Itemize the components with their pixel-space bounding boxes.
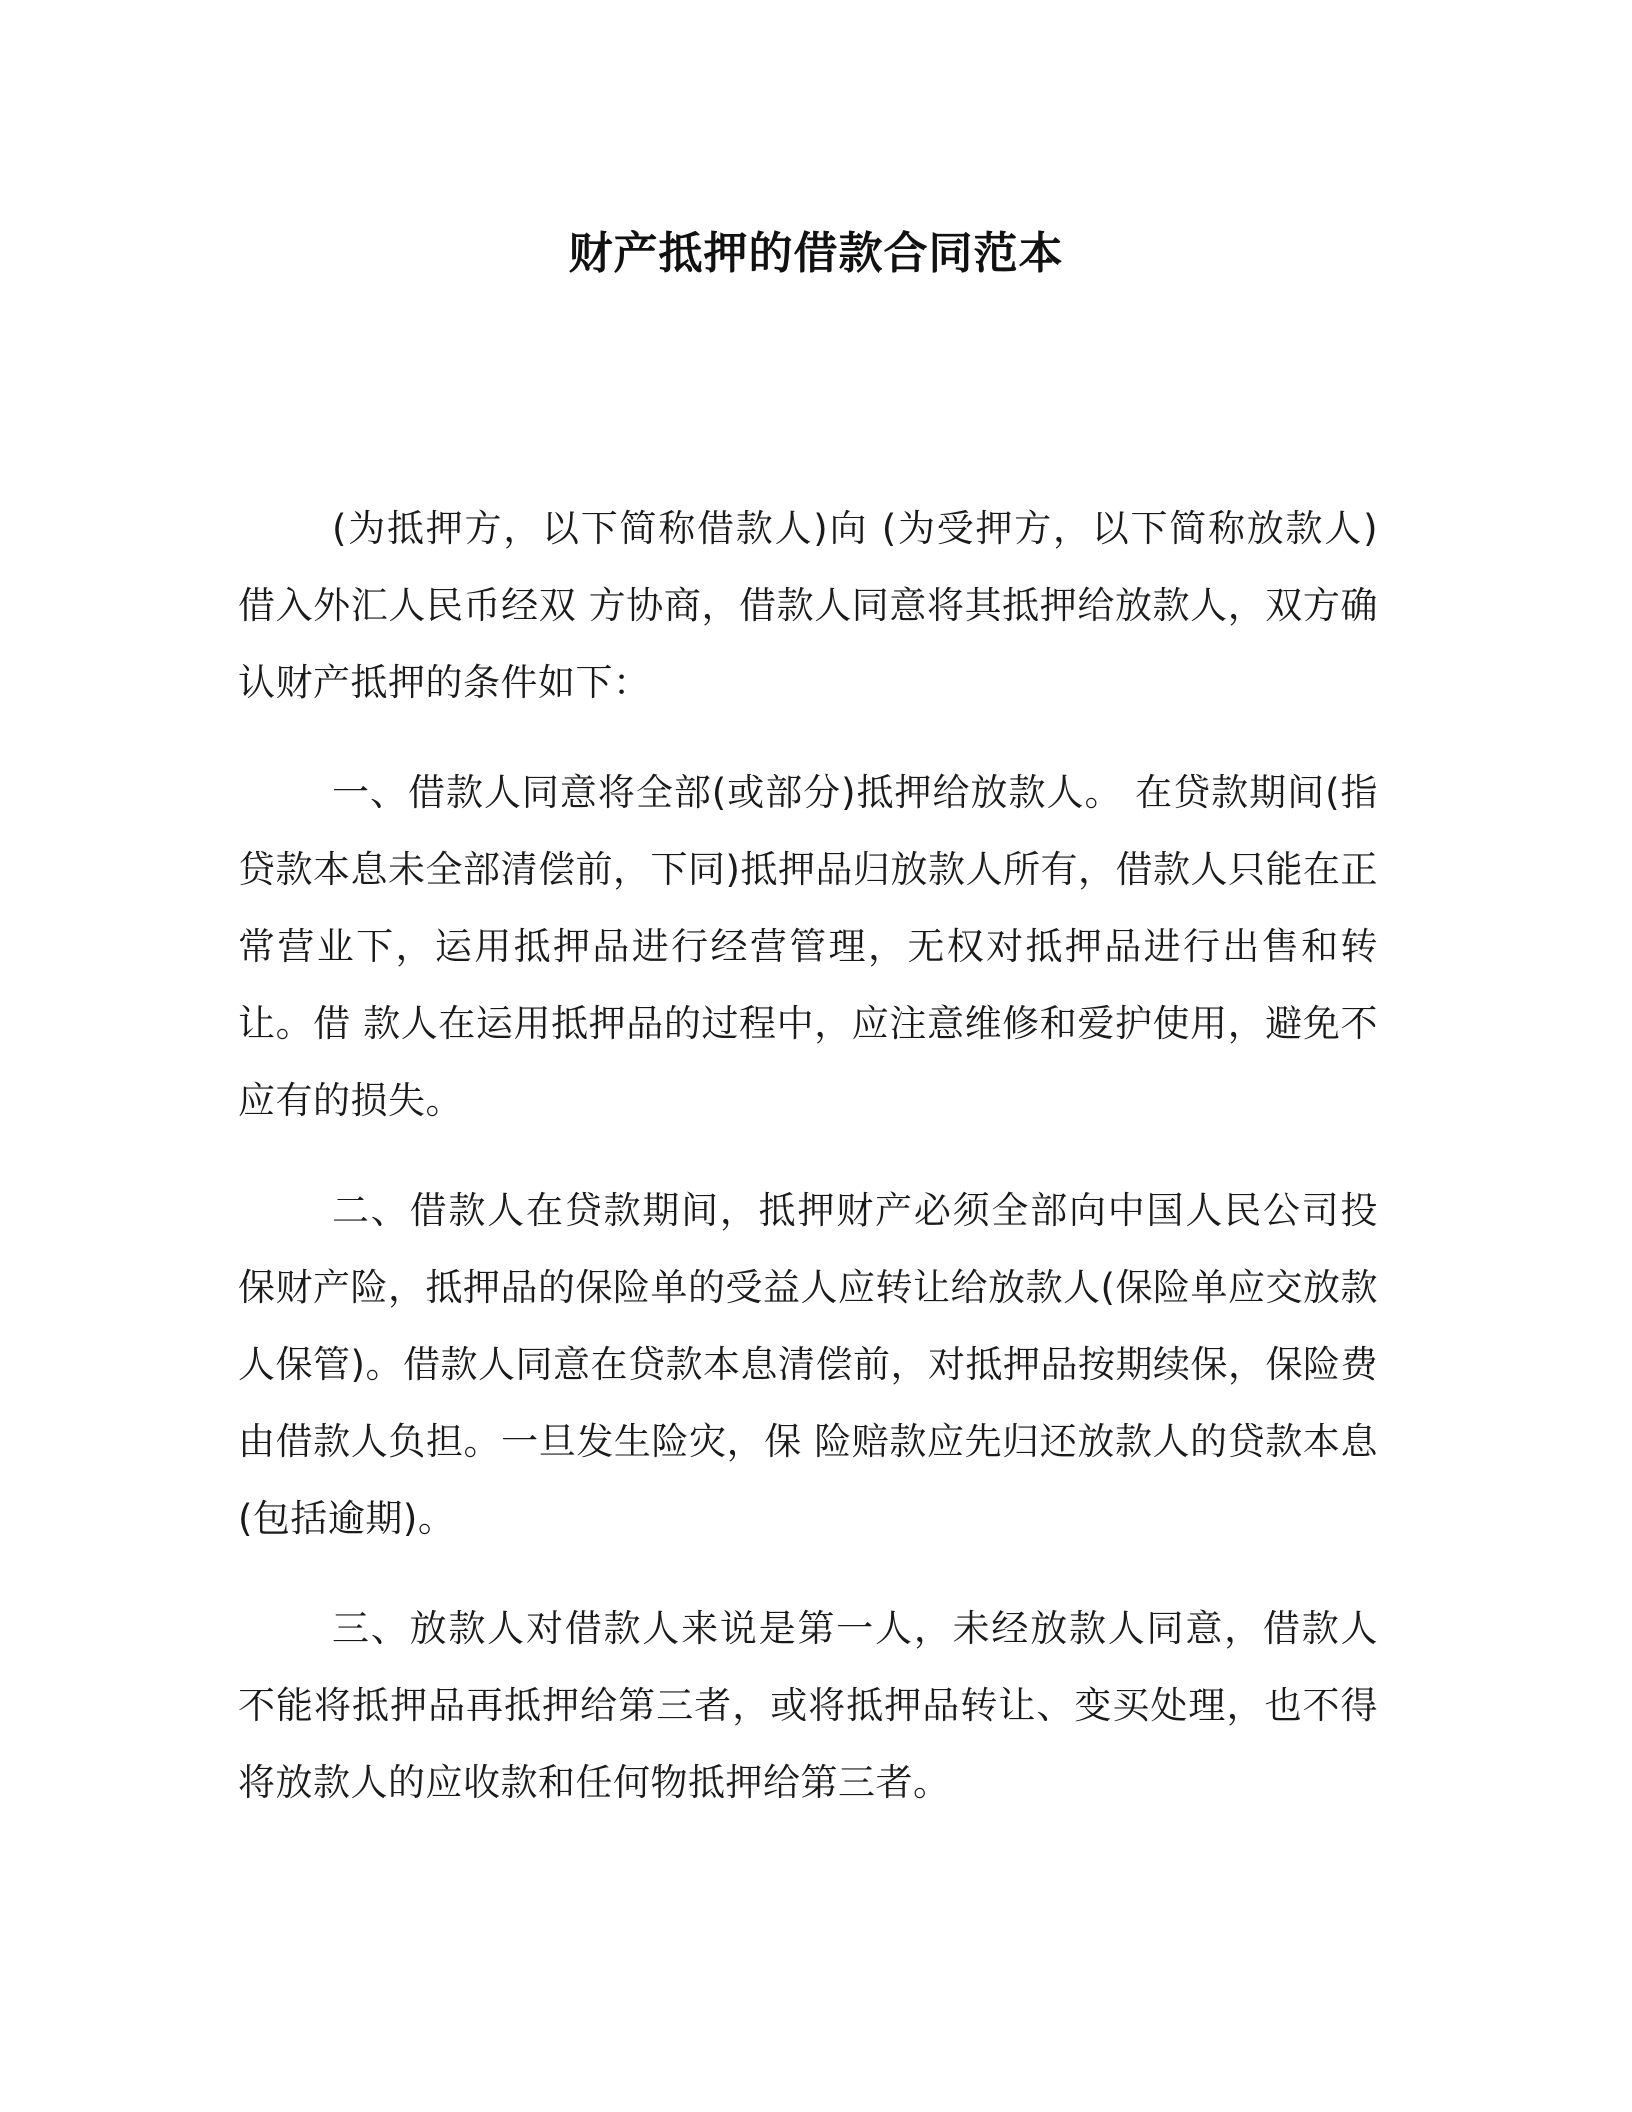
paragraph-clause-3: 三、放款人对借款人来说是第一人，未经放款人同意，借款人不能将抵押品再抵押给第三者，或将抵押品转让、变买处理，也不得将放款人的应收款和任何物抵押给第三者。 [238,1607,1378,1804]
document-title: 财产抵押的借款合同范本 [568,228,1064,279]
paragraph-intro: (为抵押方，以下简称借款人)向 (为受押方，以下简称放款人)借入外汇人民币经双 方协商，借款人同意将其抵押给放款人，双方确认财产抵押的条件如下： [238,507,1378,704]
paragraph-clause-2: 二、借款人在贷款期间，抵押财产必须全部向中国人民公司投保财产险，抵押品的保险单的受益人应转让给放款人(保险单应交放款人保管)。借款人同意在贷款本息清偿前，对抵押品按期续保，保险费由借款人负担。一旦发生险灾，保 险赔款应先归还放款人的贷款本息(包括逾期)。 [238,1189,1378,1540]
document-body [238,490,1378,1854]
paragraph-clause-1: 一、借款人同意将全部(或部分)抵押给放款人。 在贷款期间(指贷款本息未全部清偿前，下同)抵押品归放款人所有，借款人只能在正常营业下，运用抵押品进行经营管理，无权对抵押品进行出售和转让。借 款人在运用抵押品的过程中，应注意维修和爱护使用，避免不应有的损失。 [238,771,1378,1122]
